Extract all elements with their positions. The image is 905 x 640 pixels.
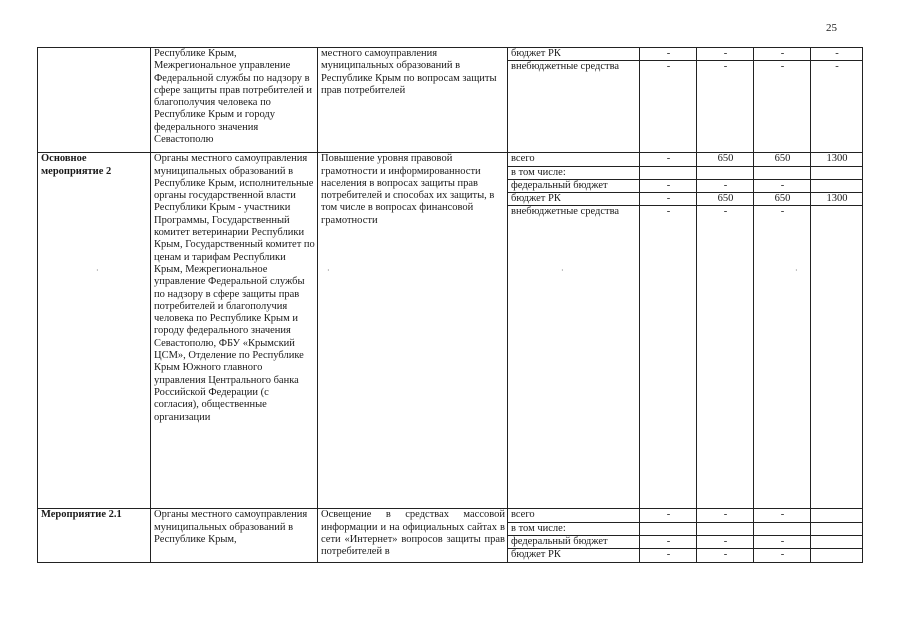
value-cell: 1300 (811, 153, 863, 166)
page-number: 25 (826, 22, 837, 34)
value-cell: - (754, 179, 811, 192)
value-cell: - (697, 48, 754, 61)
value-cell: - (697, 206, 754, 509)
value-cell: - (640, 153, 697, 166)
event-name-cell: Основное мероприятие 2 (38, 153, 151, 509)
scan-speck: · (795, 266, 798, 275)
value-cell: 650 (754, 193, 811, 206)
value-cell (640, 166, 697, 179)
value-cell (811, 549, 863, 562)
value-cell: - (697, 61, 754, 153)
goal-cell: местного самоуправления муниципальных образований в Республике Крым по вопросам защиты прав потребителей (318, 48, 508, 153)
goal-cell: Повышение уровня правовой грамотности и информированности населения в вопросах защиты прав потребителей и способах их защиты, в том числе в вопросах финансовой грамотности (318, 153, 508, 509)
value-cell: - (811, 48, 863, 61)
value-cell: - (754, 48, 811, 61)
value-cell (640, 522, 697, 535)
executors-cell: Органы местного самоуправления муниципальных образований в Республике Крым, (151, 509, 318, 562)
value-cell (811, 509, 863, 522)
table-row (38, 153, 863, 166)
value-cell (697, 166, 754, 179)
funding-source-cell: внебюджетные средства (508, 61, 640, 153)
value-cell: 650 (697, 153, 754, 166)
executors-cell: Органы местного самоуправления муниципальных образований в Республике Крым, исполнительные органы государственной власти Республики Крым - участники Программы, Государственный комитет ветеринарии Республики Крым, Государственный комитет по ценам и тарифам Республики Крым, Межрегиональное управление Федеральной службы по надзору в сфере защиты прав потребителей и благополучия человека по Республике Крым и городу федерального значения Севастополю, ФБУ «Крымский ЦСМ», Отделение по Республике Крым Южного главного управления Центрального банка Российской Федерации (с согласия), общественные организации (151, 153, 318, 509)
value-cell: - (640, 179, 697, 192)
funding-source-cell: внебюджетные средства (508, 206, 640, 509)
funding-source-cell: бюджет РК (508, 193, 640, 206)
value-cell: - (640, 193, 697, 206)
funding-source-cell: в том числе: (508, 166, 640, 179)
value-cell (754, 522, 811, 535)
value-cell: - (640, 48, 697, 61)
event-name-cell: Мероприятие 2.1 (38, 509, 151, 562)
scan-speck: · (96, 266, 99, 275)
scan-speck: · (327, 266, 330, 275)
scan-speck: · (561, 266, 564, 275)
value-cell (811, 166, 863, 179)
value-cell: 650 (754, 153, 811, 166)
value-cell: - (754, 509, 811, 522)
funding-source-cell: всего (508, 509, 640, 522)
program-table (37, 47, 863, 563)
value-cell: - (640, 549, 697, 562)
value-cell: - (640, 536, 697, 549)
funding-source-cell: всего (508, 153, 640, 166)
funding-source-cell: бюджет РК (508, 549, 640, 562)
value-cell (811, 206, 863, 509)
value-cell (754, 166, 811, 179)
value-cell: - (697, 549, 754, 562)
funding-source-cell: в том числе: (508, 522, 640, 535)
value-cell: 1300 (811, 193, 863, 206)
value-cell (811, 522, 863, 535)
value-cell (697, 522, 754, 535)
value-cell: - (640, 509, 697, 522)
value-cell: - (697, 179, 754, 192)
value-cell: - (754, 206, 811, 509)
value-cell: - (697, 536, 754, 549)
value-cell: - (640, 61, 697, 153)
value-cell: - (811, 61, 863, 153)
funding-source-cell: федеральный бюджет (508, 536, 640, 549)
executors-cell: Республике Крым, Межрегиональное управление Федеральной службы по надзору в сфере защиты прав потребителей и благополучия человека по Республике Крым и городу федерального значения Севастополю (151, 48, 318, 153)
event-name-cell (38, 48, 151, 153)
value-cell (811, 536, 863, 549)
funding-source-cell: бюджет РК (508, 48, 640, 61)
value-cell (811, 179, 863, 192)
value-cell: - (754, 536, 811, 549)
value-cell: - (697, 509, 754, 522)
funding-source-cell: федеральный бюджет (508, 179, 640, 192)
goal-cell: Освещение в средствах массовой информации и на официальных сайтах в сети «Интернет» вопросов защиты прав потребителей в (318, 509, 508, 562)
table-row (38, 48, 863, 61)
value-cell: 650 (697, 193, 754, 206)
value-cell: - (754, 549, 811, 562)
table-row (38, 509, 863, 522)
value-cell: - (754, 61, 811, 153)
value-cell: - (640, 206, 697, 509)
